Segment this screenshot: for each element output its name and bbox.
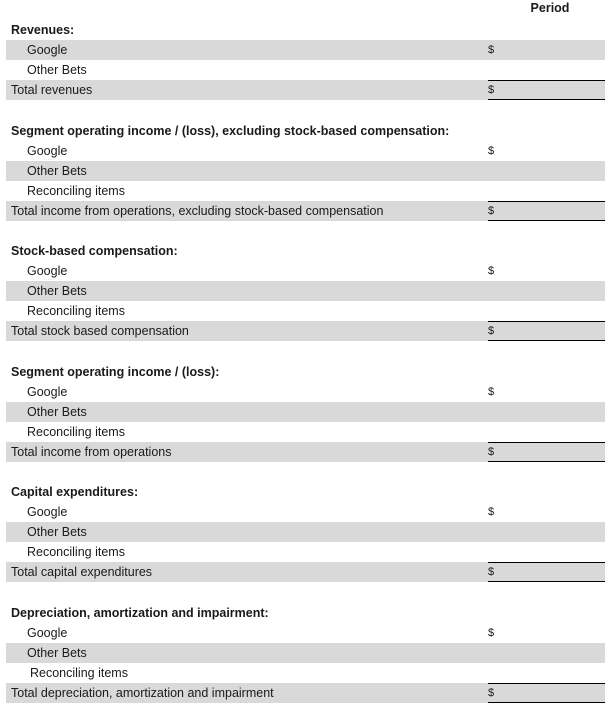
dollar-sign: $ [488,44,495,56]
period-column-header: Period [530,1,570,15]
total-bottom-rule [488,99,605,100]
line-item [6,623,605,643]
total-label: Total income from operations [11,445,172,459]
section-revenues [6,20,605,100]
line-item [6,60,605,80]
dollar-sign: $ [488,566,495,578]
total-row [6,562,605,582]
line-item-label: Reconciling items [27,425,125,439]
dollar-sign: $ [488,205,495,217]
total-label: Total revenues [11,83,93,97]
total-top-rule [488,201,605,202]
line-item-label: Google [27,505,68,519]
section-title: Revenues: [11,23,75,37]
dollar-sign: $ [488,84,495,96]
line-item-label: Google [27,43,68,57]
line-item-label: Reconciling items [30,666,128,680]
line-item [6,663,605,683]
line-item [6,40,605,60]
section-title: Segment operating income / (loss), excluding stock-based compensation: [11,124,450,138]
total-top-rule [488,321,605,322]
line-item-label: Reconciling items [27,545,125,559]
total-bottom-rule [488,461,605,462]
total-bottom-rule [488,220,605,221]
line-item-label: Other Bets [27,525,87,539]
line-item [6,402,605,422]
line-item-label: Other Bets [27,63,87,77]
total-row [6,442,605,462]
line-item [6,261,605,281]
line-item-label: Other Bets [27,405,87,419]
total-row [6,683,605,703]
dollar-sign: $ [488,627,495,639]
total-label: Total stock based compensation [11,324,189,338]
total-label: Total depreciation, amortization and impairment [11,686,274,700]
section-segment-excl-sbc [6,121,605,221]
total-top-rule [488,562,605,563]
line-item [6,141,605,161]
line-item [6,542,605,562]
line-item [6,422,605,442]
section-segment-operating-income [6,362,605,462]
line-item [6,643,605,663]
section-capital-expenditures [6,482,605,582]
line-item [6,382,605,402]
section-title: Depreciation, amortization and impairment: [11,606,269,620]
total-bottom-rule [488,340,605,341]
total-top-rule [488,80,605,81]
section-title: Stock-based compensation: [11,244,178,258]
total-label: Total income from operations, excluding stock-based compensation [11,204,384,218]
line-item-label: Other Bets [27,164,87,178]
line-item [6,502,605,522]
dollar-sign: $ [488,145,495,157]
line-item [6,281,605,301]
section-title: Capital expenditures: [11,485,139,499]
total-row [6,321,605,341]
dollar-sign: $ [488,687,495,699]
line-item-label: Google [27,626,68,640]
dollar-sign: $ [488,386,495,398]
total-label: Total capital expenditures [11,565,153,579]
line-item [6,181,605,201]
line-item [6,161,605,181]
total-row [6,80,605,100]
line-item-label: Google [27,385,68,399]
dollar-sign: $ [488,446,495,458]
total-row [6,201,605,221]
line-item [6,301,605,321]
line-item-label: Other Bets [27,284,87,298]
dollar-sign: $ [488,325,495,337]
total-top-rule [488,442,605,443]
section-title: Segment operating income / (loss): [11,365,220,379]
line-item-label: Google [27,264,68,278]
total-top-rule [488,683,605,684]
line-item-label: Google [27,144,68,158]
line-item-label: Other Bets [27,646,87,660]
total-bottom-rule [488,581,605,582]
line-item-label: Reconciling items [27,184,125,198]
line-item [6,522,605,542]
dollar-sign: $ [488,506,495,518]
total-bottom-rule [488,702,605,703]
dollar-sign: $ [488,265,495,277]
section-stock-based-compensation [6,241,605,341]
line-item-label: Reconciling items [27,304,125,318]
section-depreciation [6,603,605,703]
